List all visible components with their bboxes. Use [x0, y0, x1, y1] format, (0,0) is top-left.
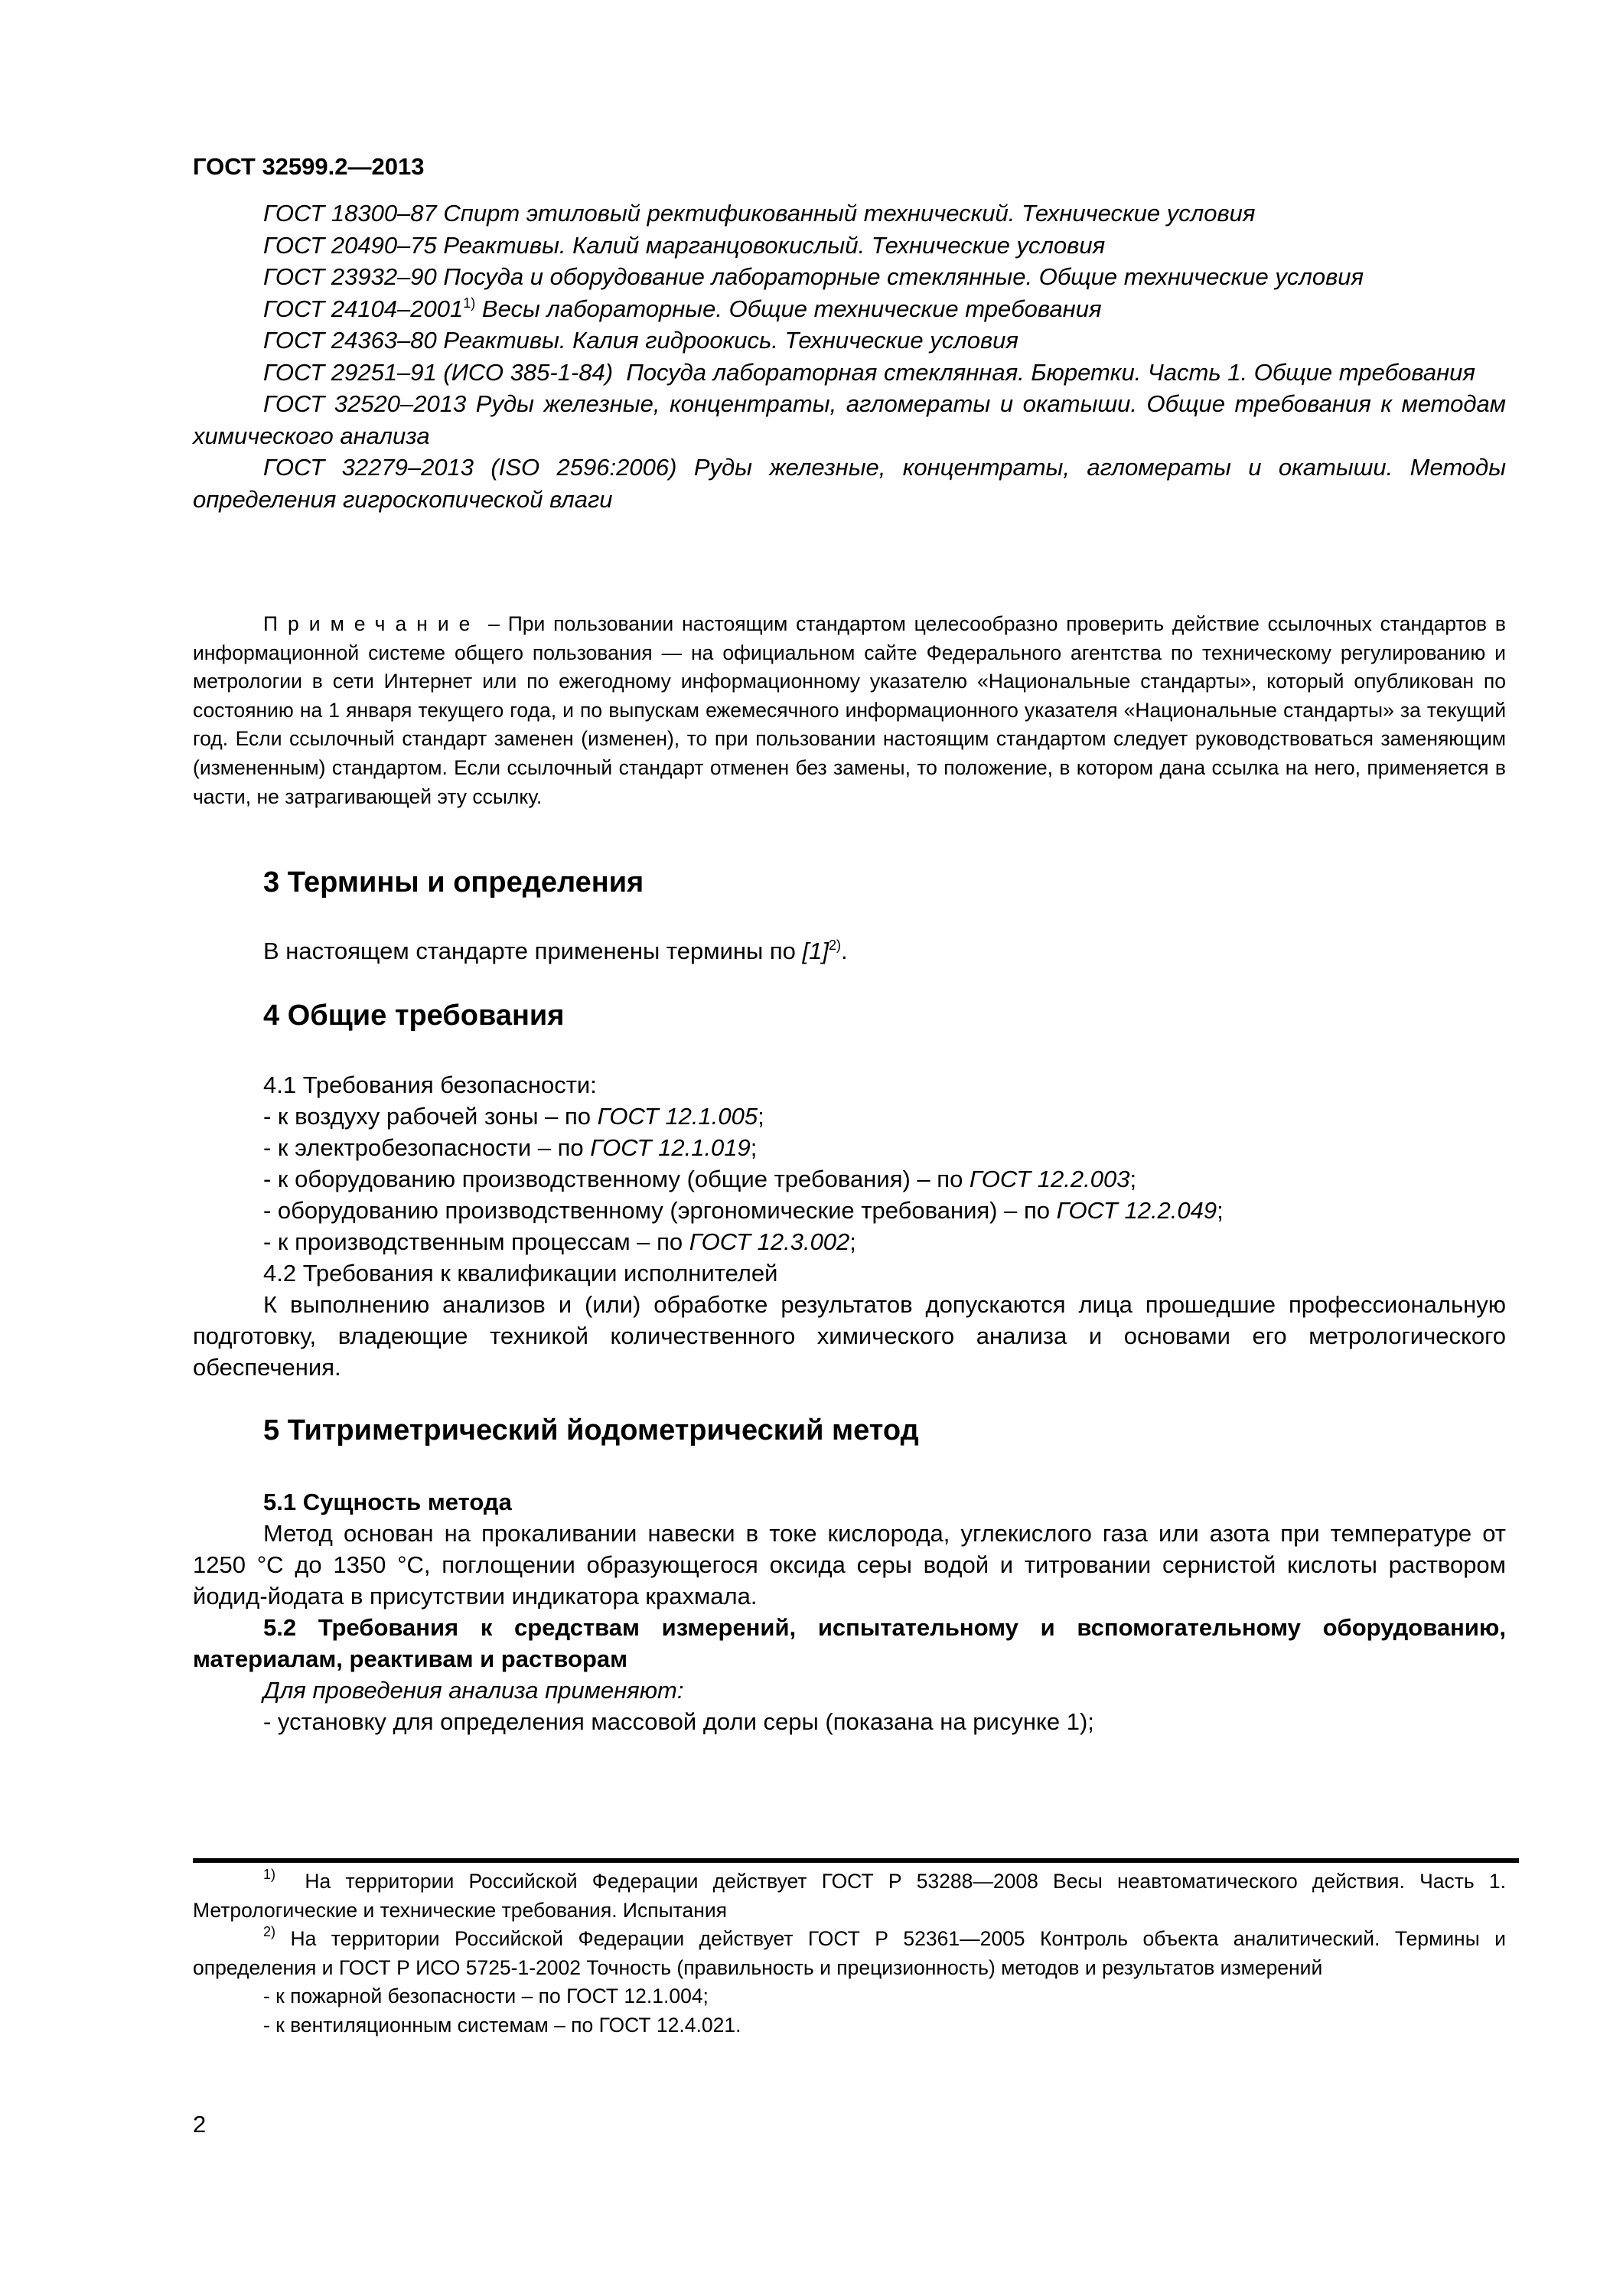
reference-code: ГОСТ 24104–2001	[263, 295, 464, 322]
apparatus-item: - установку для определения массовой доли серы (показана на рисунке 1);	[263, 1708, 1094, 1735]
reference-code: ГОСТ 32279–2013 (ISO 2596:2006)	[263, 454, 677, 481]
section-4-body	[193, 1069, 1506, 1383]
safety-list-item	[193, 1226, 1506, 1257]
safety-list-item	[193, 1132, 1506, 1163]
reference-title: Весы лабораторные. Общие технические требования	[481, 295, 1102, 322]
subsection-4-2-title: 4.2 Требования к квалификации исполнителей	[263, 1260, 778, 1287]
punctuation: ;	[1217, 1197, 1224, 1224]
footnote-extra-item: - к вентиляционным системам – по ГОСТ 12.4.021.	[263, 2013, 741, 2037]
item-text: - к производственным процессам – по	[263, 1228, 689, 1255]
page-number: 2	[193, 2111, 207, 2138]
safety-list-item	[193, 1163, 1506, 1195]
note-block	[193, 610, 1506, 811]
subsection-4-1-title: 4.1 Требования безопасности:	[263, 1071, 597, 1098]
reference-code: ГОСТ 32520–2013	[263, 390, 467, 417]
reference-title: Посуда лабораторная стеклянная. Бюретки. Часть 1. Общие требования	[626, 358, 1475, 386]
reference-item	[193, 325, 1506, 357]
section-3-text: В настоящем стандарте применены термины по	[263, 938, 803, 964]
safety-list-item	[193, 1195, 1506, 1226]
standard-ref[interactable]: ГОСТ 12.2.003	[969, 1166, 1130, 1192]
reference-item	[193, 230, 1506, 262]
reference-item	[193, 293, 1506, 325]
reference-code: ГОСТ 23932–90	[263, 263, 437, 290]
document-header-id: ГОСТ 32599.2—2013	[193, 153, 425, 180]
punctuation: ;	[750, 1134, 758, 1161]
section-3-body	[193, 935, 1506, 967]
qualification-paragraph: К выполнению анализов и (или) обработке результатов допускаются лица прошедшие профессиональную подготовку, владеющие техникой количественного химического анализа и основами его метрологического обеспечения.	[193, 1291, 1506, 1381]
footnote-marker[interactable]: 1)	[463, 295, 476, 311]
standard-ref[interactable]: ГОСТ 12.1.005	[597, 1103, 758, 1130]
footnote-text: На территории Российской Федерации действует ГОСТ Р 53288—2008 Весы неавтоматического действия. Часть 1. Метрологические и технические требования. Испытания	[193, 1870, 1506, 1922]
footnote-marker[interactable]: 2)	[829, 938, 842, 953]
reference-item	[193, 388, 1506, 452]
reference-title: Посуда и оборудование лабораторные стеклянные. Общие технические условия	[443, 263, 1364, 290]
reference-code: ГОСТ 29251–91 (ИСО 385-1-84)	[263, 358, 614, 386]
item-text: - к электробезопасности – по	[263, 1134, 591, 1161]
standard-ref[interactable]: ГОСТ 12.2.049	[1056, 1197, 1217, 1224]
method-paragraph: Метод основан на прокаливании навески в токе кислорода, углекислого газа или азота при температуре от 1250 °С до 1350 °С, поглощении образующегося оксида серы водой и титровании сернистой кислоты раствором йодид-йодата в присутствии индикатора крахмала.	[193, 1520, 1506, 1609]
note-dash: –	[480, 612, 508, 635]
footnote-extra-item: - к пожарной безопасности – по ГОСТ 12.1.004;	[263, 1985, 709, 2007]
reference-title: Реактивы. Калий марганцовокислый. Технические условия	[443, 231, 1106, 259]
section-5-body	[193, 1486, 1506, 1737]
safety-list-item	[193, 1101, 1506, 1132]
standard-ref[interactable]: ГОСТ 12.3.002	[689, 1228, 850, 1255]
reference-title: Руды железные, концентраты, агломераты и окатыши. Методы определения гигроскопической влаги	[193, 454, 1506, 513]
reference-title: Реактивы. Калия гидроокись. Технические условия	[443, 327, 1018, 354]
note-label: Примечание	[263, 612, 481, 635]
section-3-heading: 3 Термины и определения	[263, 866, 644, 899]
reference-title: Руды железные, концентраты, агломераты и окатыши. Общие требования к методам химического анализа	[193, 390, 1507, 449]
footnote-item	[193, 1867, 1506, 1925]
reference-item	[193, 261, 1506, 293]
footnotes	[193, 1867, 1506, 2040]
reference-item	[193, 197, 1506, 230]
footnote-mark: 1)	[263, 1867, 276, 1882]
standard-ref[interactable]: ГОСТ 12.1.019	[590, 1134, 751, 1161]
reference-item	[193, 452, 1506, 515]
reference-code: ГОСТ 18300–87	[263, 200, 437, 227]
item-text: - оборудованию производственному (эргономические требования) – по	[263, 1197, 1057, 1224]
footnote-text: На территории Российской Федерации действует ГОСТ Р 52361—2005 Контроль объекта аналитический. Термины и определения и ГОСТ Р ИСО 5725-1-2002 Точность (правильность и прецизионность) методов и результатов измерений	[193, 1927, 1506, 1979]
punctuation: ;	[758, 1103, 764, 1130]
normative-references-list	[193, 197, 1506, 515]
subsection-5-1-title: 5.1 Сущность метода	[263, 1489, 512, 1515]
subsection-5-2-title: 5.2 Требования к средствам измерений, испытательному и вспомогательному оборудованию, материалам, реактивам и растворам	[193, 1614, 1506, 1672]
reference-title: Спирт этиловый ректификованный технический. Технические условия	[443, 200, 1256, 227]
item-text: - к воздуху рабочей зоны – по	[263, 1103, 598, 1130]
reference-item	[193, 357, 1506, 389]
punctuation: ;	[1129, 1166, 1137, 1192]
footnote-mark: 2)	[263, 1924, 276, 1939]
apparatus-intro: Для проведения анализа применяют:	[263, 1677, 684, 1704]
footnote-item	[193, 1925, 1506, 1982]
item-text: - к оборудованию производственному (общие требования) – по	[263, 1166, 970, 1192]
punctuation: ;	[849, 1228, 856, 1255]
note-text: При пользовании настоящим стандартом целесообразно проверить действие ссылочных стандартов в информационной системе общего пользования — на официальном сайте Федерального агентства по техническому регулированию и метрологии в сети Интернет или по ежегодному информационному указателю «Национальные стандарты», который опубликован по состоянию на 1 января текущего года, и по выпускам ежемесячного информационного указателя «Национальные стандарты» за текущий год. Если ссылочный стандарт заменен (изменен), то при пользовании настоящим стандартом следует руководствоваться заменяющим (измененным) стандартом. Если ссылочный стандарт отменен без замены, то положение, в котором дана ссылка на него, применяется в части, не затрагивающей эту ссылку.	[193, 612, 1506, 808]
section-4-heading: 4 Общие требования	[263, 1000, 565, 1032]
reference-code: ГОСТ 24363–80	[263, 327, 437, 354]
footnote-separator	[193, 1858, 1519, 1863]
bibliography-ref[interactable]: [1]	[802, 938, 829, 964]
reference-code: ГОСТ 20490–75	[263, 231, 437, 259]
punctuation: .	[841, 938, 848, 964]
section-5-heading: 5 Титриметрический йодометрический метод	[263, 1414, 919, 1446]
